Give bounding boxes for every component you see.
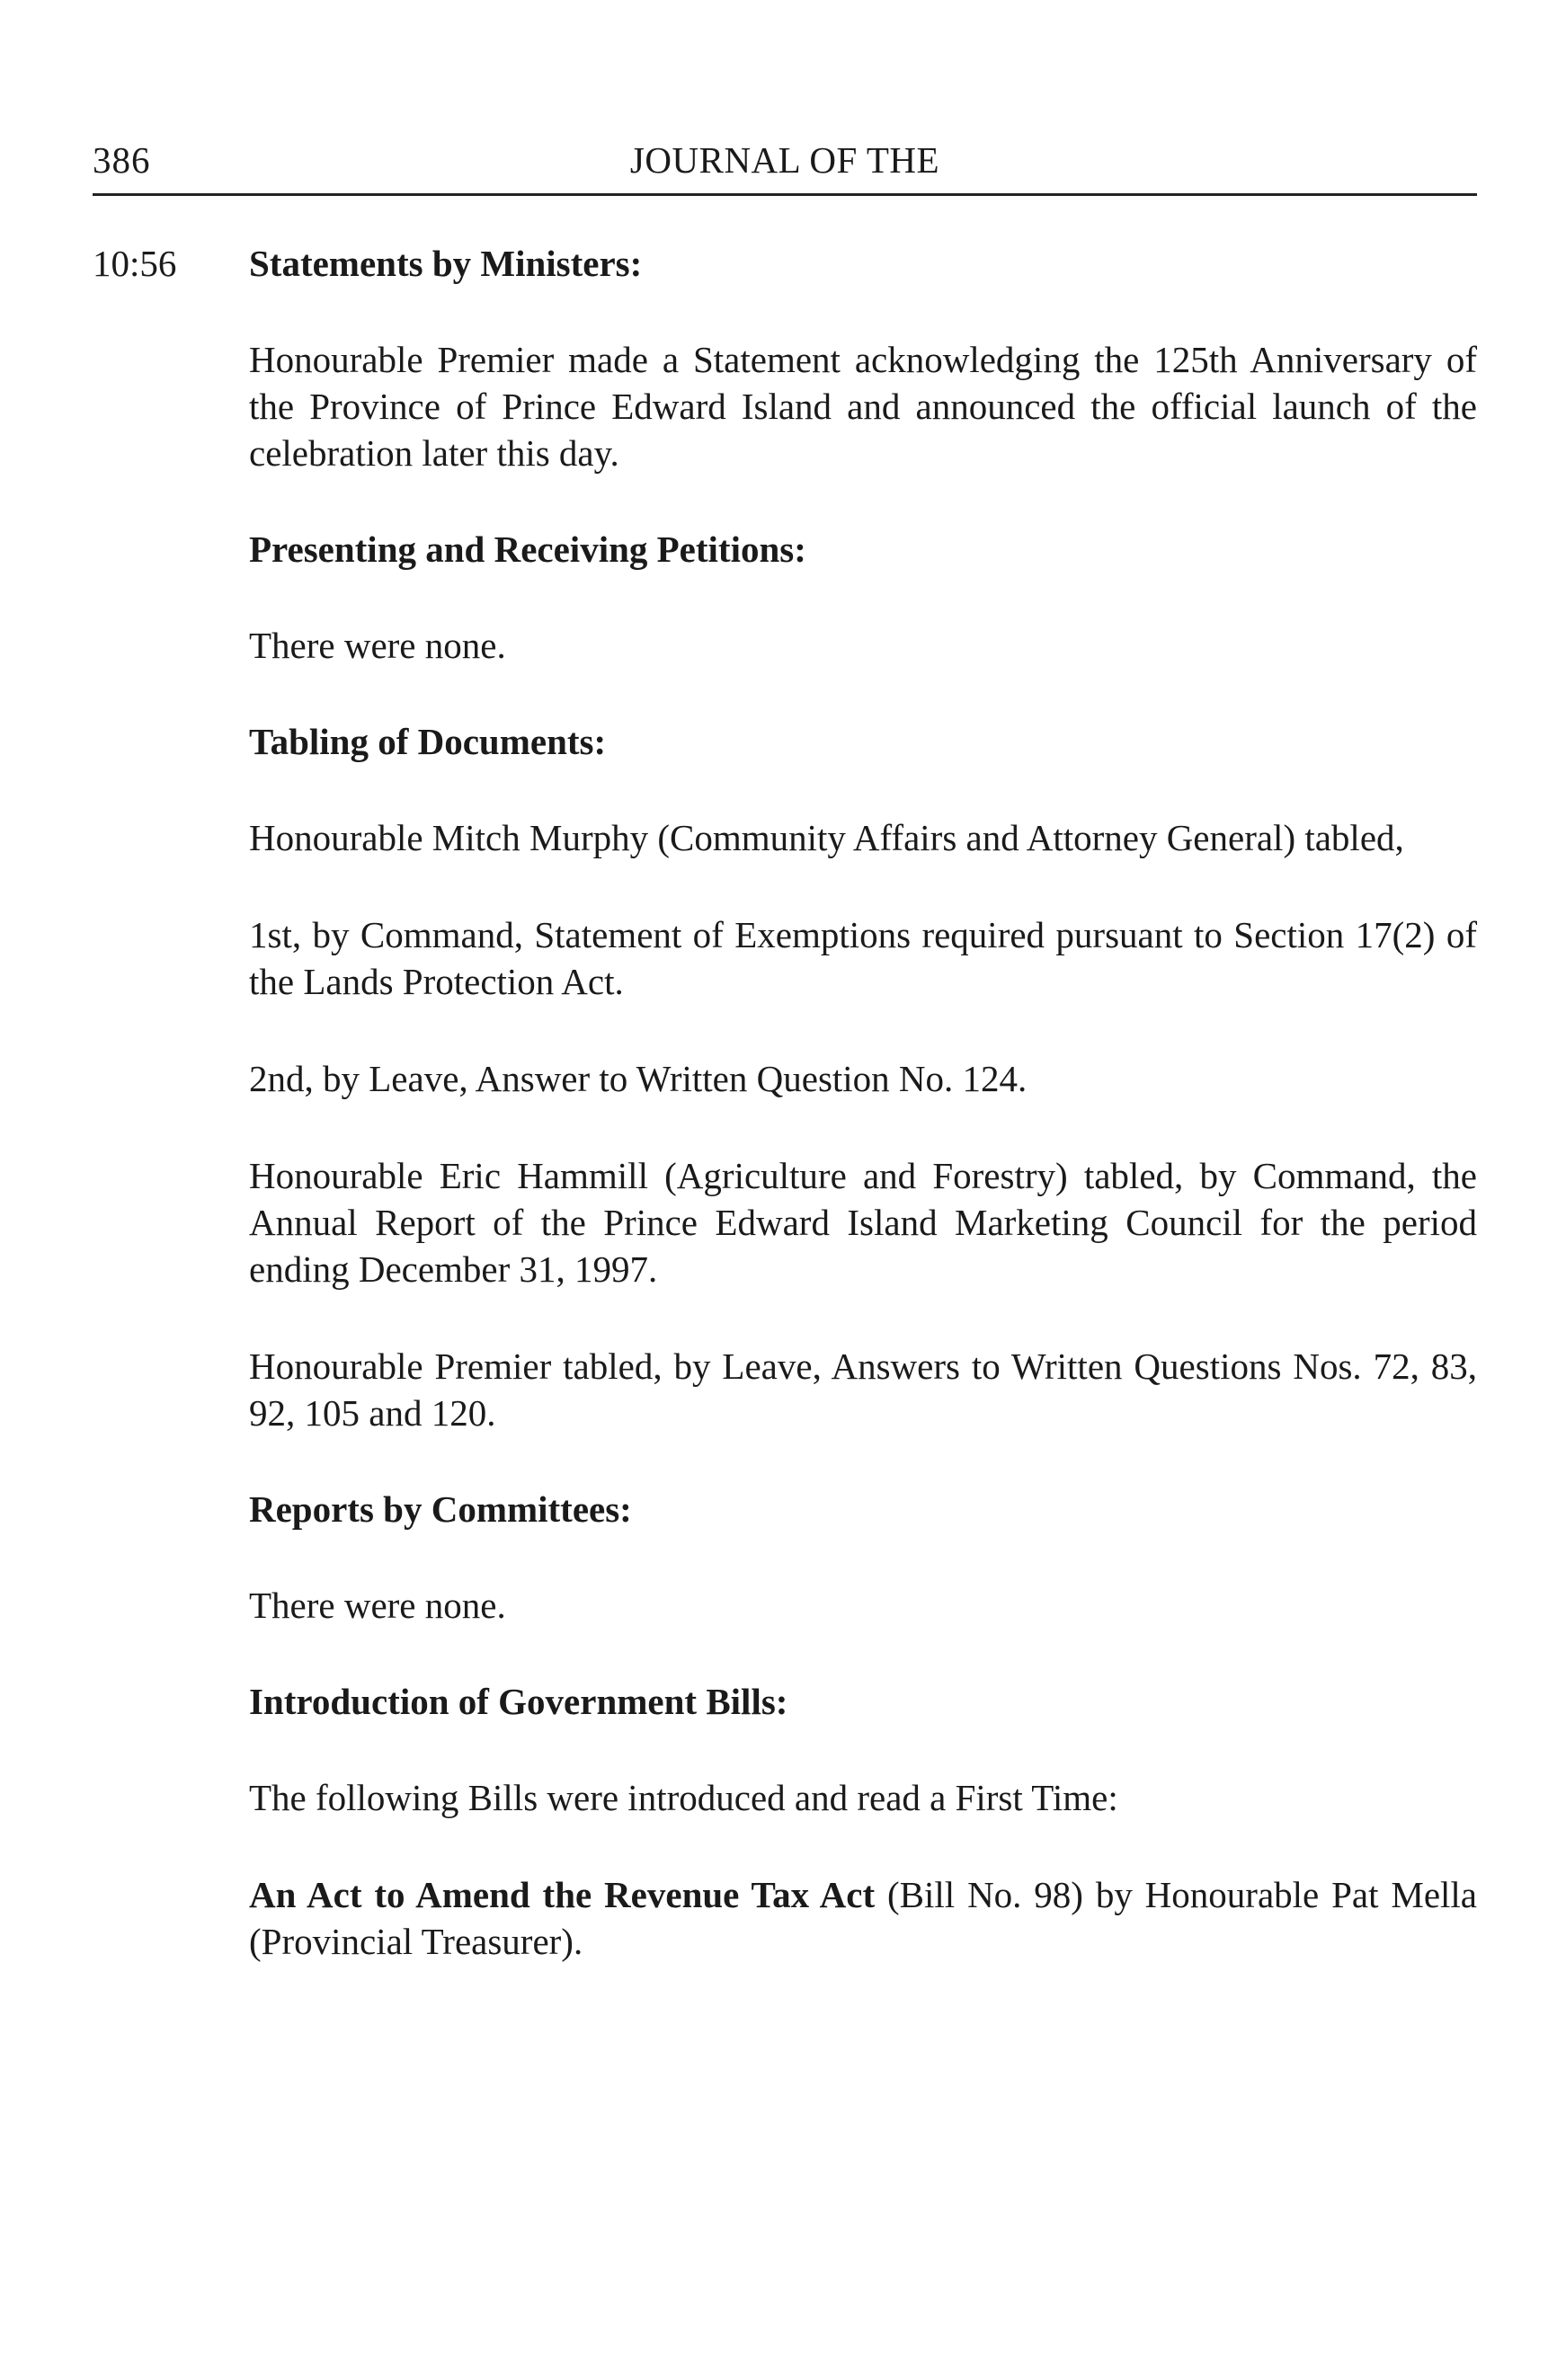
timestamp: 10:56	[93, 243, 177, 284]
section-heading-reports: Reports by Committees:	[249, 1488, 632, 1530]
page-number: 386	[93, 139, 151, 181]
bill-title: An Act to Amend the Revenue Tax Act	[249, 1874, 876, 1915]
section-heading-tabling: Tabling of Documents:	[249, 721, 607, 762]
tabling-paragraph-5: Honourable Premier tabled, by Leave, Answers to Written Questions Nos. 72, 83, 92, 105 and 120.	[249, 1345, 1477, 1434]
running-head: JOURNAL OF THE	[629, 139, 940, 181]
statements-text: Honourable Premier made a Statement acknowledging the 125th Anniversary of the Province of Prince Edward Island and announced the official launch of the celebration later this day.	[249, 339, 1477, 474]
bills-intro: The following Bills were introduced and read a First Time:	[249, 1777, 1118, 1818]
section-heading-petitions: Presenting and Receiving Petitions:	[249, 528, 806, 570]
tabling-paragraph-4: Honourable Eric Hammill (Agriculture and Forestry) tabled, by Command, the Annual Report of the Prince Edward Island Marketing Council for the period ending December 31, 1997.	[249, 1155, 1477, 1290]
bill-entry	[249, 1871, 1477, 1965]
journal-body	[249, 241, 1477, 1965]
petitions-text: There were none.	[249, 625, 506, 666]
tabling-paragraph-1: Honourable Mitch Murphy (Community Affairs and Attorney General) tabled,	[249, 817, 1404, 858]
tabling-paragraph-2: 1st, by Command, Statement of Exemptions required pursuant to Section 17(2) of the Lands Protection Act.	[249, 914, 1477, 1002]
tabling-paragraph-3: 2nd, by Leave, Answer to Written Question No. 124.	[249, 1058, 1028, 1099]
page-header	[93, 139, 1477, 196]
section-heading-statements: Statements by Ministers:	[249, 243, 643, 284]
bill-details: (Bill No. 98) by Honourable Pat Mella (Provincial Treasurer).	[249, 1874, 1477, 1962]
reports-text: There were none.	[249, 1585, 506, 1626]
section-heading-bills: Introduction of Government Bills:	[249, 1681, 788, 1722]
